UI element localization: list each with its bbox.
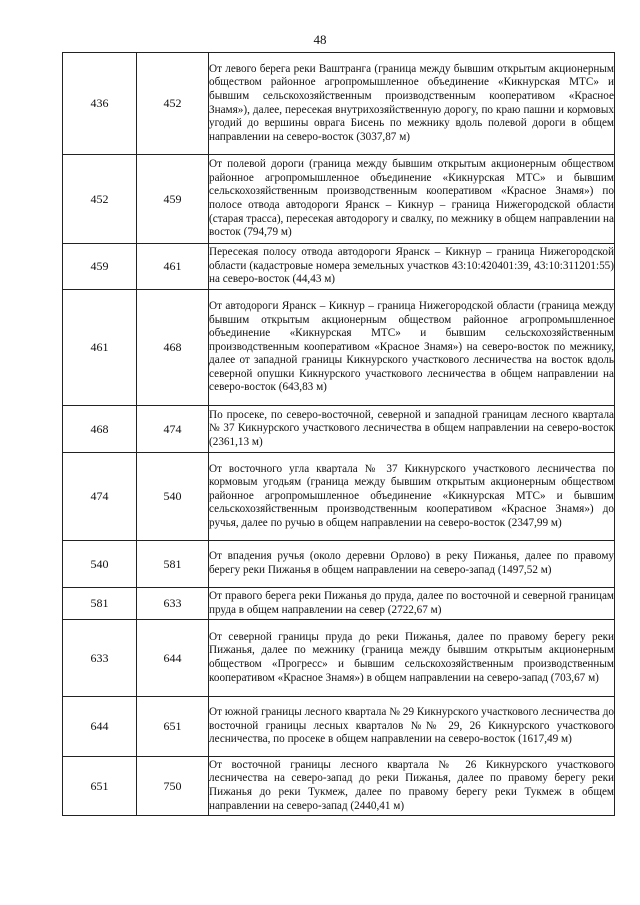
table-row <box>63 757 615 816</box>
point-from-cell: 474 <box>63 453 137 541</box>
boundary-table-body <box>63 53 615 816</box>
table-row <box>63 244 615 290</box>
point-to-cell: 633 <box>137 588 209 620</box>
table-row <box>63 53 615 155</box>
point-to-cell: 452 <box>137 53 209 155</box>
boundary-description-cell: От левого берега реки Ваштранга (граница между бывшим открытым акционерным обществом районное агропромышленное объединение «Кикнурская МТС» и бывшим сельскохозяйственным производственным кооперативом «Красное Знамя»), далее, пересекая внутрихозяйственную дорогу, по краю пашни и кормовых угодий до вершины оврага Бисень по межнику вдоль полевой дороги в общем направлении на северо-восток (3037,87 м) <box>209 53 615 155</box>
point-from-cell: 581 <box>63 588 137 620</box>
point-to-cell: 459 <box>137 155 209 244</box>
boundary-description-cell: От южной границы лесного квартала № 29 Кикнурского участкового лесничества до восточной границы лесных кварталов №№ 29, 26 Кикнурского участкового лесничества, по просеке в общем направлении на северо-восток (1617,49 м) <box>209 697 615 757</box>
boundary-table <box>62 52 615 816</box>
boundary-description-cell: От полевой дороги (граница между бывшим открытым акционерным обществом районное агропромышленное объединение «Кикнурская МТС» и бывшим сельскохозяйственным производственным кооперативом «Красное Знамя») по полосе отвода автодороги Яранск – Кикнур – граница Нижегородской области (старая трасса), пересекая автодорогу и свалку, по межнику в общем направлении на восток (794,79 м) <box>209 155 615 244</box>
boundary-description-cell: По просеке, по северо-восточной, северной и западной границам лесного квартала № 37 Кикнурского участкового лесничества в общем направлении на северо-восток (2361,13 м) <box>209 406 615 453</box>
boundary-description-cell: От северной границы пруда до реки Пижанья, далее по правому берегу реки Пижанья, далее по межнику (граница между бывшим открытым акционерным обществом «Прогресс» и бывшим сельскохозяйственным производственным кооперативом «Красное Знамя») в общем направлении на северо-запад (703,67 м) <box>209 620 615 697</box>
boundary-description-cell: От восточной границы лесного квартала № 26 Кикнурского участкового лесничества на северо-запад до реки Пижанья, далее по правому берегу реки Пижанья до реки Тукмеж, далее по правому берегу реки Тукмеж в общем направлении на северо-запад (2440,41 м) <box>209 757 615 816</box>
table-row <box>63 406 615 453</box>
point-from-cell: 651 <box>63 757 137 816</box>
point-from-cell: 468 <box>63 406 137 453</box>
table-row <box>63 155 615 244</box>
point-from-cell: 459 <box>63 244 137 290</box>
table-row <box>63 697 615 757</box>
boundary-description-cell: От автодороги Яранск – Кикнур – граница Нижегородской области (граница между бывшим открытым акционерным обществом районное агропромышленное объединение «Кикнурская МТС» и бывшим сельскохозяйственным производственным кооперативом «Красное Знамя») на северо-восток по межнику, далее от западной границы Кикнурского участкового лесничества на восток вдоль северной опушки Кикнурского участкового лесничества в общем направлении на северо-восток (643,83 м) <box>209 290 615 406</box>
point-to-cell: 581 <box>137 541 209 588</box>
table-row <box>63 290 615 406</box>
point-to-cell: 750 <box>137 757 209 816</box>
table-row <box>63 620 615 697</box>
table-row <box>63 453 615 541</box>
point-from-cell: 540 <box>63 541 137 588</box>
point-from-cell: 436 <box>63 53 137 155</box>
point-from-cell: 633 <box>63 620 137 697</box>
point-from-cell: 452 <box>63 155 137 244</box>
point-from-cell: 644 <box>63 697 137 757</box>
point-to-cell: 540 <box>137 453 209 541</box>
point-to-cell: 468 <box>137 290 209 406</box>
point-from-cell: 461 <box>63 290 137 406</box>
point-to-cell: 644 <box>137 620 209 697</box>
boundary-description-cell: Пересекая полосу отвода автодороги Яранск – Кикнур – граница Нижегородской области (кадастровые номера земельных участков 43:10:420401:39, 43:10:311201:55) на северо-восток (44,43 м) <box>209 244 615 290</box>
table-row <box>63 541 615 588</box>
point-to-cell: 461 <box>137 244 209 290</box>
boundary-description-cell: От впадения ручья (около деревни Орлово) в реку Пижанья, далее по правому берегу реки Пижанья в общем направлении на северо-запад (1497,52 м) <box>209 541 615 588</box>
page-number: 48 <box>313 32 327 47</box>
point-to-cell: 474 <box>137 406 209 453</box>
point-to-cell: 651 <box>137 697 209 757</box>
boundary-description-cell: От восточного угла квартала № 37 Кикнурского участкового лесничества по кормовым угодьям (граница между бывшим открытым акционерным обществом районное агропромышленное объединение «Кикнурская МТС» и бывшим сельскохозяйственным производственным кооперативом «Красное Знамя») до ручья, далее по ручью в общем направлении на северо-восток (2347,99 м) <box>209 453 615 541</box>
boundary-description-cell: От правого берега реки Пижанья до пруда, далее по восточной и северной границам пруда в общем направлении на север (2722,67 м) <box>209 588 615 620</box>
table-row <box>63 588 615 620</box>
